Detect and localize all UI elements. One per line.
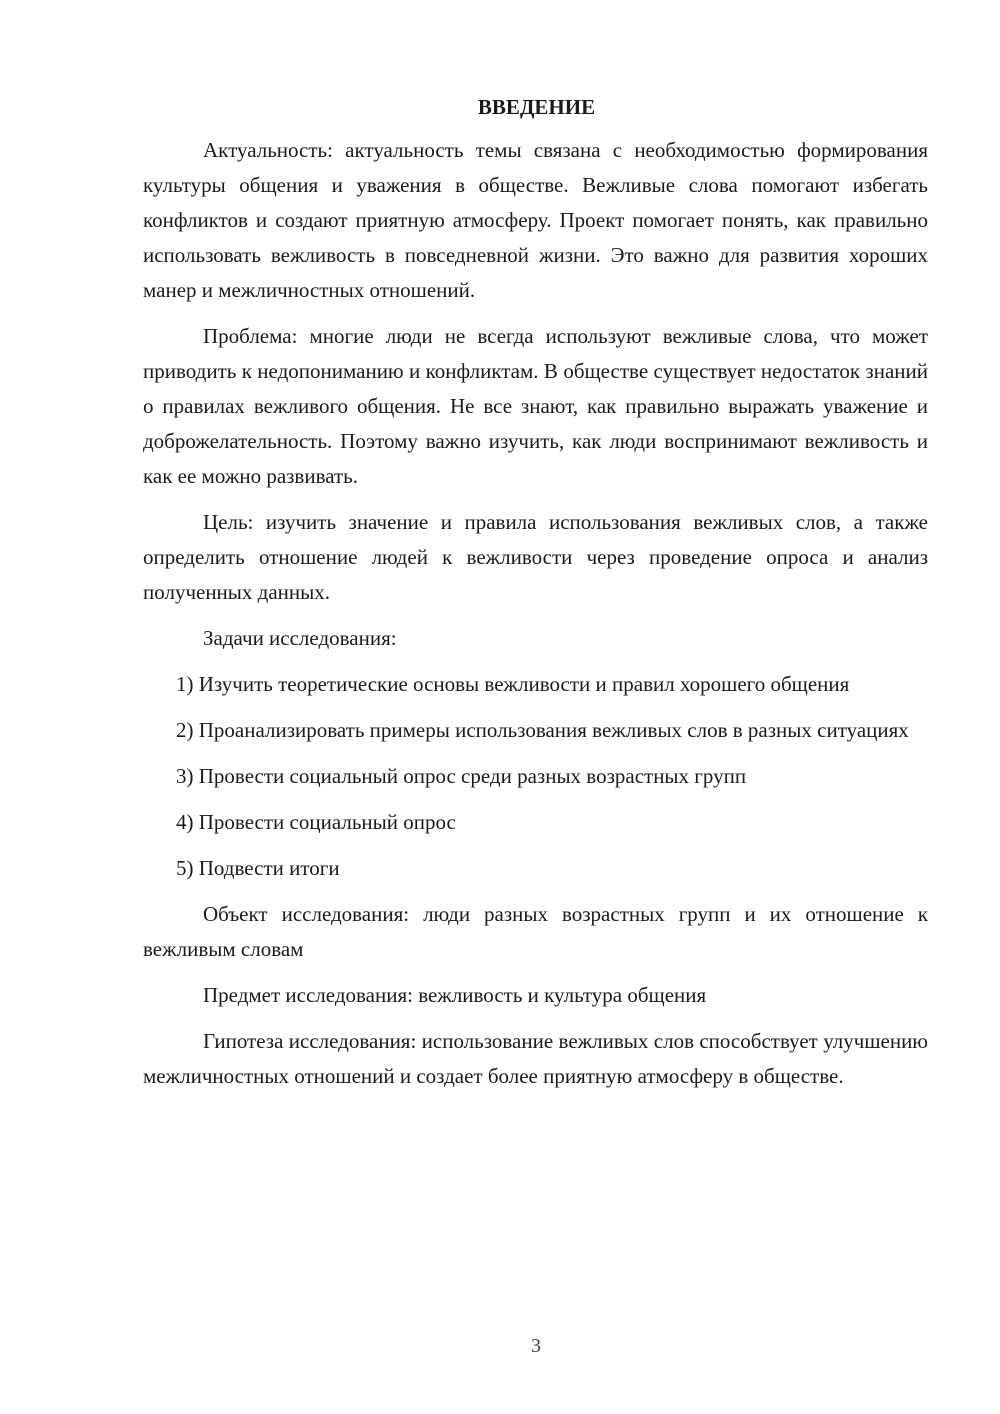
list-item: 4) Провести социальный опрос (176, 810, 456, 834)
problem-paragraph: Проблема: многие люди не всегда используют вежливые слова, что может приводить к недопониманию и конфликтам. В обществе существует недостаток знаний о правилах вежливого общения. Не все знают, как правильно выражать уважение и доброжелательность. Поэтому важно изучить, как люди воспринимают вежливость и как ее можно развивать. (143, 324, 928, 488)
page-title: ВВЕДЕНИЕ (477, 95, 596, 119)
subject-paragraph: Предмет исследования: вежливость и культура общения (203, 983, 707, 1007)
list-item: 1) Изучить теоретические основы вежливости и правил хорошего общения (176, 672, 850, 696)
relevance-paragraph: Актуальность: актуальность темы связана с необходимостью формирования культуры общения и уважения в обществе. Вежливые слова помогают избегать конфликтов и создают приятную атмосферу. Проект помогает понять, как правильно использовать вежливость в повседневной жизни. Это важно для развития хороших манер и межличностных отношений. (143, 138, 928, 302)
list-item: 5) Подвести итоги (176, 856, 340, 880)
tasks-list (143, 667, 928, 886)
tasks-heading: Задачи исследования: (203, 626, 397, 650)
goal-paragraph: Цель: изучить значение и правила использования вежливых слов, а также определить отношение людей к вежливости через проведение опроса и анализ полученных данных. (143, 510, 928, 604)
hypothesis-paragraph: Гипотеза исследования: использование вежливых слов способствует улучшению межличностных отношений и создает более приятную атмосферу в обществе. (143, 1029, 928, 1088)
document-page (143, 90, 928, 1105)
list-item: 2) Проанализировать примеры использования вежливых слов в разных ситуациях (176, 718, 909, 742)
page-number: 3 (531, 1335, 541, 1357)
list-item: 3) Провести социальный опрос среди разных возрастных групп (176, 764, 747, 788)
object-paragraph: Объект исследования: люди разных возрастных групп и их отношение к вежливым словам (143, 902, 928, 961)
